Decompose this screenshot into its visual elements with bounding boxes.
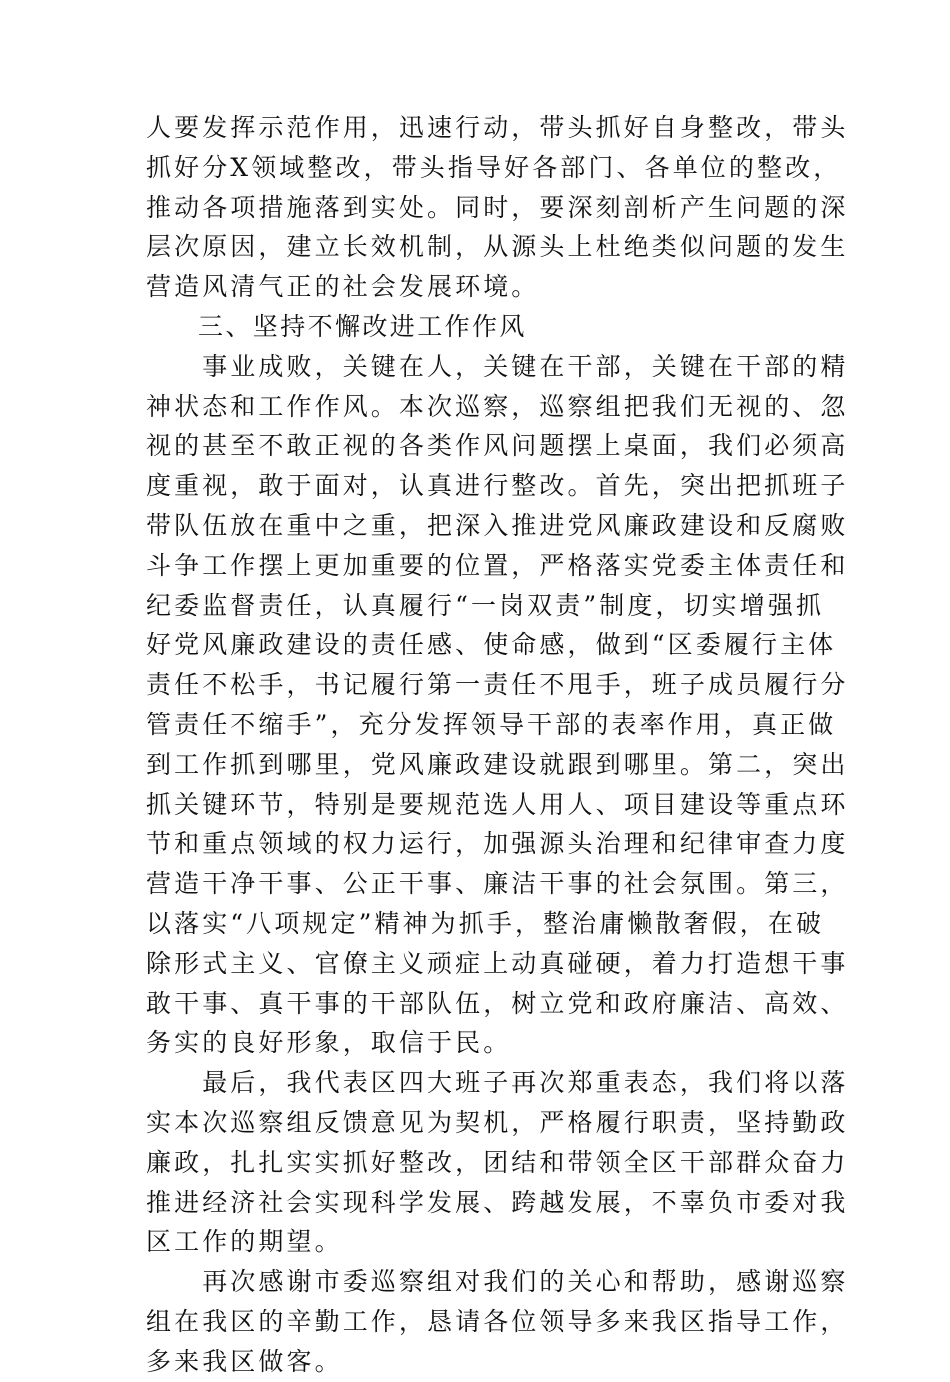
text-line: 带队伍放在重中之重，把深入推进党风廉政建设和反腐败 xyxy=(146,510,849,540)
text-line: 节和重点领域的权力运行，加强源头治理和纪律审查力度 xyxy=(146,829,849,859)
text-line: 神状态和工作作风。本次巡察，巡察组把我们无视的、忽 xyxy=(146,391,849,421)
text-line: 责任不松手，书记履行第一责任不甩手，班子成员履行分 xyxy=(146,670,849,700)
text-line: 营造干净干事、公正干事、廉洁干事的社会氛围。第三， xyxy=(146,869,849,899)
text-line: 视的甚至不敢正视的各类作风问题摆上桌面，我们必须高 xyxy=(146,431,849,461)
text-line: 推进经济社会实现科学发展、跨越发展，不辜负市委对我 xyxy=(146,1187,849,1217)
text-line: 组在我区的辛勤工作，恳请各位领导多来我区指导工作， xyxy=(146,1306,849,1336)
text-line: 敢干事、真干事的干部队伍，树立党和政府廉洁、高效、 xyxy=(146,988,849,1018)
text-line: 斗争工作摆上更加重要的位置，严格落实党委主体责任和 xyxy=(146,550,849,580)
document-body xyxy=(146,108,849,1382)
text-line: 度重视，敢于面对，认真进行整改。首先，突出把抓班子 xyxy=(146,471,849,501)
text-line: 多来我区做客。 xyxy=(146,1346,343,1376)
text-line: 区工作的期望。 xyxy=(146,1227,343,1257)
text-line: 纪委监督责任，认真履行“一岗双责”制度，切实增强抓 xyxy=(146,590,825,620)
text-line: 人要发挥示范作用，迅速行动，带头抓好自身整改，带头 xyxy=(146,113,849,142)
text-line: 好党风廉政建设的责任感、使命感，做到“区委履行主体 xyxy=(146,630,837,660)
text-line: 再次感谢市委巡察组对我们的关心和帮助，感谢巡察 xyxy=(146,1267,849,1297)
text-line: 最后，我代表区四大班子再次郑重表态，我们将以落 xyxy=(146,1068,849,1098)
section-heading: 三、坚持不懈改进工作作风 xyxy=(198,311,527,341)
text-line: 以落实“八项规定”精神为抓手，整治庸懒散奢假，在破 xyxy=(146,908,825,938)
text-line: 抓好分X领域整改，带头指导好各部门、各单位的整改， xyxy=(146,152,842,182)
text-line: 实本次巡察组反馈意见为契机，严格履行职责，坚持勤政 xyxy=(146,1107,849,1137)
text-line: 廉政，扎扎实实抓好整改，团结和带领全区干部群众奋力 xyxy=(146,1147,849,1177)
text-line: 层次原因，建立长效机制，从源头上杜绝类似问题的发生 xyxy=(146,232,849,262)
text-line: 营造风清气正的社会发展环境。 xyxy=(146,272,540,302)
text-line: 务实的良好形象，取信于民。 xyxy=(146,1028,512,1058)
text-line: 管责任不缩手”，充分发挥领导干部的表率作用，真正做 xyxy=(146,709,837,739)
text-line: 抓关键环节，特别是要规范选人用人、项目建设等重点环 xyxy=(146,789,849,819)
text-line: 到工作抓到哪里，党风廉政建设就跟到哪里。第二，突出 xyxy=(146,749,849,779)
text-line: 除形式主义、官僚主义顽症上动真碰硬，着力打造想干事 xyxy=(146,948,849,978)
text-line: 推动各项措施落到实处。同时，要深刻剖析产生问题的深 xyxy=(146,192,849,222)
text-line: 事业成败，关键在人，关键在干部，关键在干部的精 xyxy=(146,351,849,381)
